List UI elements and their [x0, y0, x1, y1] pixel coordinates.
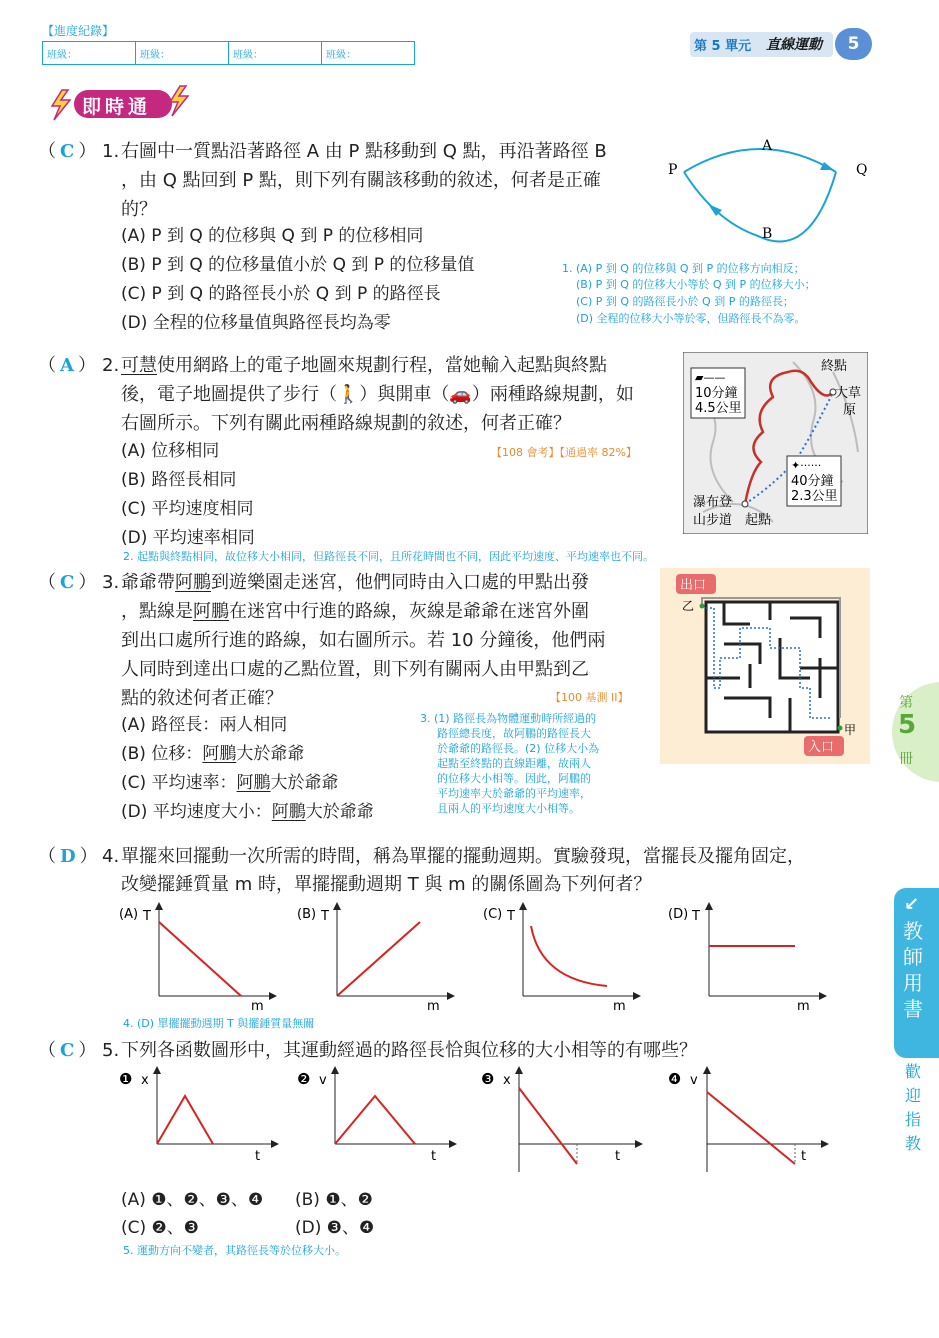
q5-text: 下列各函數圖形中，其運動經過的路徑長恰與位移的大小相等的有哪些？: [121, 1040, 697, 1061]
q5-graphs: [115, 1066, 835, 1178]
page-number: 5: [835, 28, 872, 60]
svg-text:(B): (B): [297, 907, 317, 922]
q4-graphs: [115, 900, 835, 1014]
q1-text: ，由 Q 點回到 P 點，則下列有關該移動的敘述，何者是正確: [121, 170, 601, 191]
q5-option-d: (D) ❸、❹: [295, 1218, 375, 1238]
graph-d: [668, 906, 823, 1014]
car-time: 10分鐘: [695, 386, 738, 401]
q2-text: 可慧使用網路上的電子地圖來規劃行程，當她輸入起點與終點: [121, 355, 607, 376]
svg-text:t: t: [255, 1149, 261, 1164]
car-icon: ▰——: [695, 371, 726, 384]
graph-curve: [531, 926, 607, 986]
svg-text:t: t: [615, 1149, 621, 1164]
q1-answer-bracket: （ C ）: [38, 141, 97, 162]
q3-option-b: (B) 位移：阿鵬大於爺爺: [121, 744, 305, 764]
graph-line: [159, 922, 241, 996]
class-cell: 班級：: [136, 42, 229, 65]
point-b-label: 乙: [682, 599, 695, 613]
entrance-label: 入口: [808, 740, 835, 755]
graph-line: [519, 1088, 577, 1164]
volume-tab-label: 第: [899, 695, 913, 711]
q4-number: 4.: [102, 846, 120, 867]
graph-line: [335, 1096, 415, 1144]
q3-explanation: 於爺爺的路徑長。(2) 位移大小為: [437, 742, 600, 755]
progress-record-title: 【進度紀錄】: [42, 24, 115, 38]
svg-text:m: m: [251, 999, 264, 1014]
q2-source: 【108 會考】【通過率 82%】: [491, 446, 637, 459]
walk-icon: ✦······: [791, 459, 822, 472]
section-heading-text: 即時通: [82, 96, 152, 118]
q5-answer: C: [60, 1040, 75, 1061]
svg-text:❸: ❸: [481, 1070, 495, 1088]
svg-text:T: T: [692, 909, 700, 924]
place-label: 大草: [835, 386, 862, 401]
q2-option-c: (C) 平均速度相同: [121, 499, 254, 519]
q1-option-b: (B) P 到 Q 的位移量值小於 Q 到 P 的位移量值: [121, 255, 475, 275]
q2-explanation: 2. 起點與終點相同，故位移大小相同，但路徑長不同，且所花時間也不同，因此平均速度、平均速率也不同。: [123, 550, 654, 563]
svg-text:T: T: [143, 909, 151, 924]
q1-explanation: (B) P 到 Q 的位移大小等於 Q 到 P 的位移大小；: [576, 278, 816, 291]
graph-1: [119, 1070, 275, 1164]
section-heading: [48, 84, 198, 124]
svg-text:m: m: [613, 999, 626, 1014]
svg-text:❶: ❶: [119, 1070, 133, 1088]
end-label: 終點: [821, 359, 848, 374]
graph-b: [297, 906, 451, 1014]
place-label: 原: [843, 403, 857, 418]
svg-text:v: v: [690, 1073, 698, 1088]
q1-option-a: (A) P 到 Q 的位移與 Q 到 P 的位移相同: [121, 226, 424, 246]
q3-option-c: (C) 平均速率：阿鵬大於爺爺: [121, 773, 339, 793]
graph-line: [707, 1092, 795, 1164]
q4-text: 改變擺錘質量 m 時，單擺擺動週期 T 與 m 的關係圖為下列何者？: [121, 874, 652, 895]
q3-explanation: 起點至終點的直線距離，故兩人: [437, 757, 591, 770]
q3-source: 【100 基測 II】: [550, 691, 629, 704]
q4-answer-bracket: （ D ）: [38, 846, 98, 867]
q1-explanation: (D) 全程的位移大小等於零，但路徑長不為零。: [576, 312, 806, 325]
start-place: 山步道: [693, 513, 733, 528]
q1-answer: C: [60, 141, 75, 162]
svg-text:❷: ❷: [297, 1070, 311, 1088]
svg-text:T: T: [321, 909, 329, 924]
volume-number: 5: [898, 710, 917, 740]
label-q: Q: [856, 162, 868, 178]
q3-text: ，點線是阿鵬在迷宮中行進的路線，灰線是爺爺在迷宮外圍: [121, 601, 589, 622]
q1-explanation: (C) P 到 Q 的路徑長小於 Q 到 P 的路徑長；: [576, 295, 794, 308]
arrow-icon: [820, 162, 834, 170]
q2-option-b: (B) 路徑長相同: [121, 470, 237, 490]
q2-answer-bracket: （ A ）: [38, 355, 96, 376]
svg-text:x: x: [141, 1073, 149, 1088]
graph-line: [157, 1096, 213, 1144]
arrow-down-left-icon: ↙: [904, 894, 920, 915]
q2-route-map: [683, 352, 868, 534]
q3-option-a: (A) 路徑長：兩人相同: [121, 715, 288, 735]
teacher-book-label: 教師用書: [903, 919, 923, 1021]
q1-option-d: (D) 全程的位移量值與路徑長均為零: [121, 313, 391, 333]
welcome-text: 歡 迎 指 教: [905, 1062, 922, 1153]
q5-option-b: (B) ❶、❷: [295, 1190, 373, 1210]
tab-divider: [916, 1026, 918, 1056]
q2-number: 2.: [102, 355, 120, 376]
q5-option-a: (A) ❶、❷、❸、❹: [121, 1190, 264, 1210]
q2-text: 右圖所示。下列有關此兩種路線規劃的敘述，何者正確？: [121, 413, 571, 434]
person-name: 可慧: [121, 355, 157, 376]
walk-distance: 2.3公里: [791, 489, 838, 504]
svg-text:t: t: [431, 1149, 437, 1164]
person-name: 阿鵬: [193, 601, 229, 622]
svg-text:(D): (D): [668, 907, 689, 922]
svg-text:t: t: [801, 1149, 807, 1164]
class-cell: 班級：: [229, 42, 322, 65]
q2-option-d: (D) 平均速率相同: [121, 528, 255, 548]
graph-4: [668, 1070, 825, 1172]
q1-path-diagram: [660, 136, 880, 248]
progress-record-table: [42, 41, 415, 65]
svg-text:m: m: [797, 999, 810, 1014]
svg-text:T: T: [507, 909, 515, 924]
q2-option-a: (A) 位移相同: [121, 441, 220, 461]
q3-answer-bracket: （ C ）: [38, 572, 97, 593]
start-place: 瀑布登: [693, 495, 733, 510]
q3-explanation: 的位移大小相等。因此，阿鵬的: [437, 772, 591, 785]
label-path-b: B: [762, 226, 773, 242]
start-label: 起點: [745, 513, 772, 528]
point-a-label: 甲: [844, 723, 857, 737]
unit-label: 第 5 單元: [694, 39, 752, 54]
q1-option-c: (C) P 到 Q 的路徑長小於 Q 到 P 的路徑長: [121, 284, 441, 304]
q3-explanation: 且兩人的平均速度大小相等。: [437, 802, 580, 815]
q5-answer-bracket: （ C ）: [38, 1040, 97, 1061]
graph-line: [337, 922, 420, 996]
graph-2: [297, 1070, 453, 1164]
q3-explanation: 3. (1) 路徑長為物體運動時所經過的: [420, 712, 597, 725]
q3-text: 爺爺帶阿鵬到遊樂園走迷宮，他們同時由入口處的甲點出發: [121, 572, 589, 593]
q1-explanation: 1. (A) P 到 Q 的位移與 Q 到 P 的位移方向相反；: [562, 262, 805, 275]
unit-title: 直線運動: [766, 37, 822, 53]
q3-explanation: 平均速率大於爺爺的平均速率，: [437, 787, 591, 800]
svg-text:❹: ❹: [668, 1070, 682, 1088]
q2-text: 後，電子地圖提供了步行（🚶）與開車（🚗）兩種路線規劃，如: [121, 384, 634, 405]
q3-text: 點的敘述何者正確？: [121, 688, 283, 709]
svg-text:v: v: [319, 1073, 327, 1088]
q3-number: 3.: [102, 572, 120, 593]
q3-explanation: 路徑總長度，故阿鵬的路徑長大: [437, 727, 591, 740]
car-distance: 4.5公里: [695, 401, 742, 416]
svg-text:x: x: [503, 1073, 511, 1088]
svg-text:(C): (C): [483, 907, 503, 922]
q3-option-d: (D) 平均速度大小：阿鵬大於爺爺: [121, 802, 374, 822]
q3-maze-diagram: [660, 568, 870, 764]
graph-3: [481, 1070, 639, 1172]
q4-text: 單擺來回擺動一次所需的時間，稱為單擺的擺動週期。實驗發現，當擺長及擺角固定，: [121, 846, 805, 867]
q1-number: 1.: [102, 141, 120, 162]
q3-text: 到出口處所行進的路線，如右圖所示。若 10 分鐘後，他們兩: [121, 630, 606, 651]
label-p: P: [668, 162, 678, 178]
q4-answer: D: [60, 846, 76, 867]
q5-explanation: 5. 運動方向不變者，其路徑長等於位移大小。: [123, 1244, 346, 1257]
graph-a: [119, 906, 273, 1014]
svg-text:m: m: [427, 999, 440, 1014]
q4-explanation: 4. (D) 單擺擺動週期 T 與擺錘質量無關: [123, 1017, 315, 1030]
label-path-a: A: [762, 138, 773, 154]
walk-time: 40分鐘: [791, 474, 834, 489]
q3-answer: C: [60, 572, 75, 593]
q2-answer: A: [60, 355, 74, 376]
svg-text:(A): (A): [119, 907, 139, 922]
person-name: 阿鵬: [175, 572, 211, 593]
q5-number: 5.: [102, 1040, 120, 1061]
class-cell: 班級：: [43, 42, 136, 65]
q3-text: 人同時到達出口處的乙點位置，則下列有關兩人由甲點到乙: [121, 659, 589, 680]
volume-tab-label: 冊: [899, 751, 913, 767]
q5-option-c: (C) ❷、❸: [121, 1218, 200, 1238]
graph-c: [483, 906, 637, 1014]
exit-label: 出口: [680, 578, 707, 593]
class-cell: 班級：: [322, 42, 415, 65]
q1-text: 的？: [121, 199, 157, 220]
q1-text: 右圖中一質點沿著路徑 A 由 P 點移動到 Q 點，再沿著路徑 B: [121, 141, 607, 162]
start-point: [742, 501, 748, 507]
